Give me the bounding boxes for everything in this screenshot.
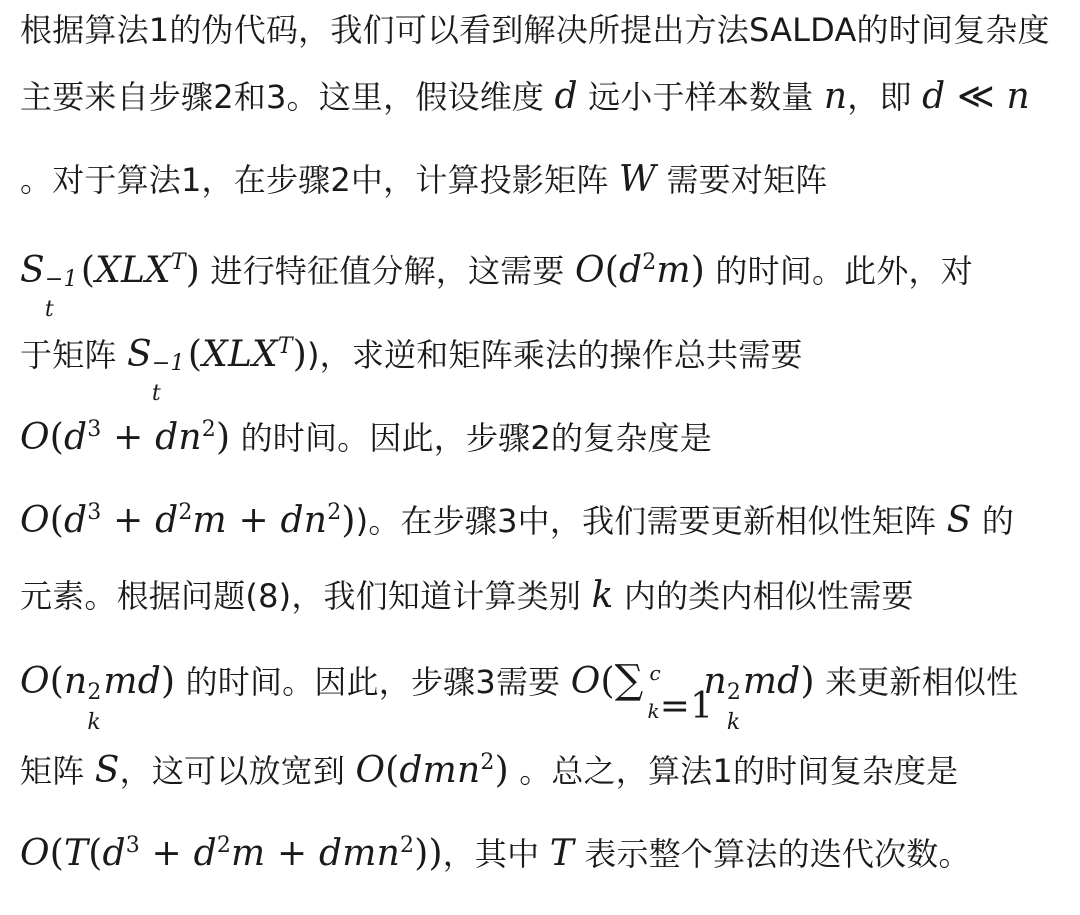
math-O-d3-dn2: $O(d^3 + dn^2)$ [20,417,231,458]
math-O-T-total: $O(T(d^3 + d^2m + dmn^2))$ [20,833,443,874]
math-d-much-less-n: d ≪ n [922,76,1030,117]
math-O-d3-d2m-dn2: $O(d^3 + d^2m + dn^2)$ [20,500,356,541]
text-run: 远小于样本数量 [588,78,814,116]
text-run: )，求逆和矩阵乘法的操作总共需要 [307,336,803,374]
math-d: d [554,76,578,117]
paragraph-line-4 [20,243,1070,322]
text-run: 表示整个算法的迭代次数。 [584,835,971,873]
paragraph-line-2 [20,77,1070,117]
math-St-inv-XLXT: S −1 t $(XLX^T)$ [126,334,307,406]
text-run: 的时间。因此，步骤3需要 [185,663,561,701]
paragraph-line-9 [20,657,1070,735]
text-run: 元素。根据问题(8)，我们知道计算类别 [20,577,582,615]
math-S: S [94,750,120,791]
paragraph-line-11 [20,826,1070,874]
math-O-nk2md: O(n 2 k md) [20,661,176,735]
paragraph-line-8 [20,576,1070,616]
math-k: k [591,575,614,616]
text-run: 主要来自步骤2和3。这里，假设维度 [20,78,545,116]
math-T: T [549,833,574,874]
math-O-dmn2: O(dmn$^2$) [355,750,509,791]
paragraph-line-5 [20,327,1070,406]
text-run: 的 [981,502,1015,540]
paragraph-line-1 [20,10,1070,50]
text-run: 于矩阵 [20,336,117,374]
math-St-inv-XLXT: S −1 t $(XLX^T)$ [20,250,201,322]
text-run: 需要对矩阵 [666,161,828,199]
math-O-d2m: $O(d^2m)$ [574,250,705,291]
math-O-sum-nk2md: O(∑ c k=1 n 2 k md) [570,657,815,735]
text-run: 。总之，算法1的时间复杂度是 [519,752,959,790]
text-run: ，其中 [442,835,540,873]
paragraph-line-3 [20,160,1070,200]
text-run: ，即 [847,78,912,116]
paragraph-line-7 [20,493,1070,541]
text-run: 。对于算法1，在步骤2中，计算投影矩阵 [20,161,609,199]
math-W: W [618,159,657,200]
text-run: ，这可以放宽到 [119,752,346,790]
math-n: n [823,76,848,117]
text-run: )。在步骤3中，我们需要更新相似性矩阵 [355,502,937,540]
text-run: 来更新相似性 [825,663,1019,701]
text-run: 矩阵 [20,752,85,790]
text-run: 的时间。因此，步骤2的复杂度是 [240,419,712,457]
math-S: S [946,500,972,541]
text-run: 的时间。此外，对 [715,252,973,290]
text-run: 根据算法1的伪代码，我们可以看到解决所提出方法SALDA的时间复杂度 [20,11,1050,49]
paragraph-line-10 [20,743,1070,791]
text-run: 进行特征值分解，这需要 [210,252,565,290]
paragraph-line-6 [20,410,1070,458]
text-run: 内的类内相似性需要 [623,577,914,615]
